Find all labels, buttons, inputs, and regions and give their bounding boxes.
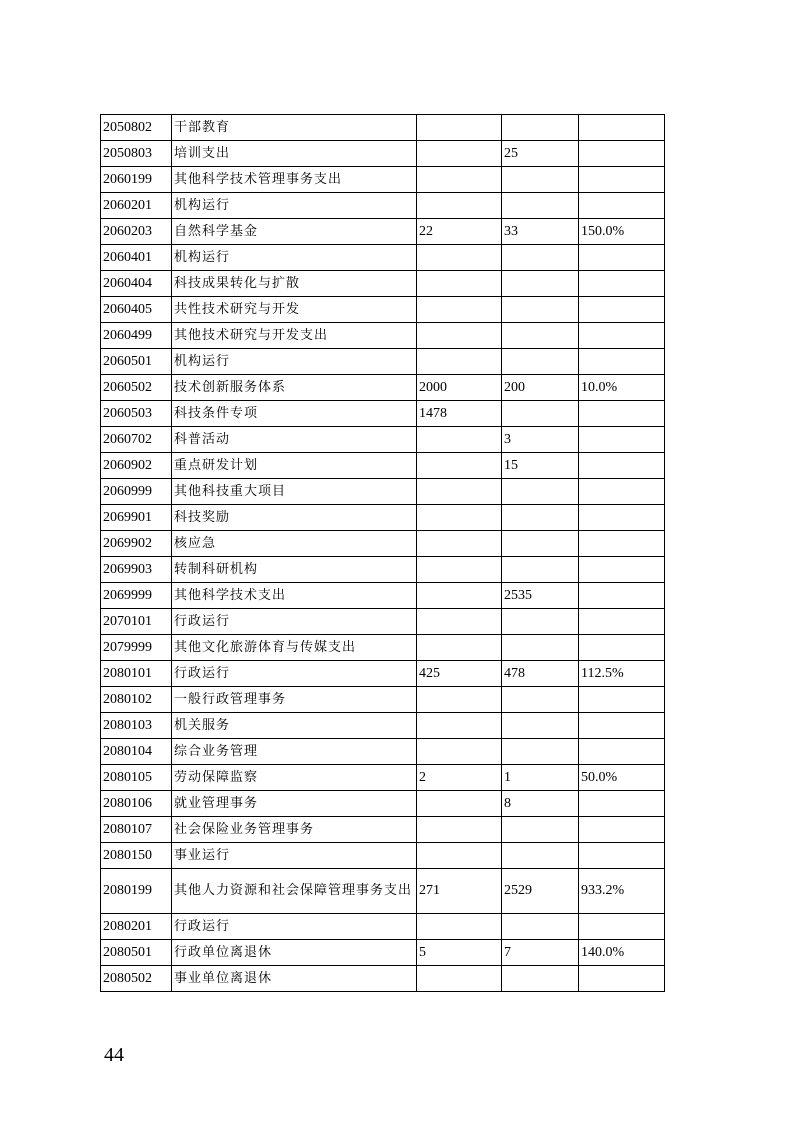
percent-cell [579, 687, 665, 713]
subject-code-cell: 2060201 [101, 193, 172, 219]
amount-a-cell [417, 635, 502, 661]
subject-code-cell: 2080501 [101, 940, 172, 966]
percent-cell [579, 739, 665, 765]
amount-b-cell [502, 817, 579, 843]
amount-b-cell: 25 [502, 141, 579, 167]
amount-b-cell: 2535 [502, 583, 579, 609]
subject-name-cell: 机构运行 [172, 245, 417, 271]
table-row [101, 115, 665, 141]
amount-a-cell [417, 557, 502, 583]
amount-b-cell [502, 739, 579, 765]
amount-a-cell: 425 [417, 661, 502, 687]
subject-name-cell: 技术创新服务体系 [172, 375, 417, 401]
amount-a-cell [417, 115, 502, 141]
subject-name-cell: 重点研发计划 [172, 453, 417, 479]
table-row [101, 940, 665, 966]
amount-a-cell [417, 739, 502, 765]
subject-name-cell: 科普活动 [172, 427, 417, 453]
subject-name-cell: 共性技术研究与开发 [172, 297, 417, 323]
subject-code-cell: 2080102 [101, 687, 172, 713]
amount-a-cell: 271 [417, 869, 502, 914]
amount-b-cell [502, 401, 579, 427]
table-row [101, 505, 665, 531]
table-row [101, 609, 665, 635]
percent-cell [579, 453, 665, 479]
amount-b-cell: 478 [502, 661, 579, 687]
subject-code-cell: 2050802 [101, 115, 172, 141]
table-row [101, 765, 665, 791]
amount-b-cell [502, 323, 579, 349]
amount-a-cell [417, 531, 502, 557]
subject-name-cell: 事业运行 [172, 843, 417, 869]
table-row [101, 843, 665, 869]
percent-cell [579, 817, 665, 843]
table-row [101, 297, 665, 323]
subject-code-cell: 2060401 [101, 245, 172, 271]
subject-name-cell: 行政运行 [172, 914, 417, 940]
table-row [101, 193, 665, 219]
amount-a-cell [417, 791, 502, 817]
percent-cell: 933.2% [579, 869, 665, 914]
subject-name-cell: 其他技术研究与开发支出 [172, 323, 417, 349]
percent-cell [579, 167, 665, 193]
subject-name-cell: 核应急 [172, 531, 417, 557]
subject-name-cell: 其他科学技术支出 [172, 583, 417, 609]
percent-cell: 50.0% [579, 765, 665, 791]
amount-b-cell [502, 531, 579, 557]
amount-a-cell [417, 245, 502, 271]
amount-a-cell: 5 [417, 940, 502, 966]
subject-name-cell: 社会保险业务管理事务 [172, 817, 417, 843]
table-row [101, 401, 665, 427]
subject-name-cell: 行政运行 [172, 609, 417, 635]
budget-table [100, 114, 665, 992]
table-row [101, 869, 665, 914]
subject-name-cell: 培训支出 [172, 141, 417, 167]
table-row [101, 245, 665, 271]
amount-b-cell: 8 [502, 791, 579, 817]
amount-a-cell: 22 [417, 219, 502, 245]
subject-code-cell: 2060501 [101, 349, 172, 375]
percent-cell [579, 531, 665, 557]
percent-cell [579, 401, 665, 427]
amount-b-cell: 33 [502, 219, 579, 245]
subject-name-cell: 就业管理事务 [172, 791, 417, 817]
amount-b-cell [502, 245, 579, 271]
subject-code-cell: 2060404 [101, 271, 172, 297]
amount-b-cell [502, 966, 579, 992]
amount-b-cell [502, 914, 579, 940]
table-row [101, 635, 665, 661]
table-row [101, 167, 665, 193]
amount-b-cell: 2529 [502, 869, 579, 914]
percent-cell [579, 193, 665, 219]
percent-cell [579, 966, 665, 992]
percent-cell [579, 791, 665, 817]
table-row [101, 141, 665, 167]
amount-b-cell [502, 843, 579, 869]
amount-a-cell [417, 914, 502, 940]
subject-name-cell: 行政运行 [172, 661, 417, 687]
subject-code-cell: 2060499 [101, 323, 172, 349]
percent-cell [579, 557, 665, 583]
amount-a-cell [417, 141, 502, 167]
table-row [101, 323, 665, 349]
amount-a-cell [417, 453, 502, 479]
subject-code-cell: 2080101 [101, 661, 172, 687]
amount-b-cell: 15 [502, 453, 579, 479]
percent-cell [579, 609, 665, 635]
amount-a-cell [417, 687, 502, 713]
amount-b-cell [502, 193, 579, 219]
subject-name-cell: 其他文化旅游体育与传媒支出 [172, 635, 417, 661]
amount-b-cell: 3 [502, 427, 579, 453]
amount-a-cell [417, 193, 502, 219]
percent-cell [579, 635, 665, 661]
amount-b-cell [502, 271, 579, 297]
subject-name-cell: 转制科研机构 [172, 557, 417, 583]
percent-cell [579, 323, 665, 349]
percent-cell: 150.0% [579, 219, 665, 245]
percent-cell [579, 843, 665, 869]
amount-a-cell [417, 271, 502, 297]
subject-code-cell: 2069999 [101, 583, 172, 609]
percent-cell: 10.0% [579, 375, 665, 401]
subject-code-cell: 2060405 [101, 297, 172, 323]
subject-code-cell: 2069901 [101, 505, 172, 531]
subject-code-cell: 2080105 [101, 765, 172, 791]
subject-code-cell: 2070101 [101, 609, 172, 635]
percent-cell [579, 505, 665, 531]
subject-code-cell: 2060503 [101, 401, 172, 427]
table-row [101, 557, 665, 583]
subject-code-cell: 2069902 [101, 531, 172, 557]
table-row [101, 791, 665, 817]
table-row [101, 817, 665, 843]
amount-b-cell [502, 479, 579, 505]
subject-code-cell: 2060502 [101, 375, 172, 401]
amount-b-cell: 1 [502, 765, 579, 791]
subject-name-cell: 机关服务 [172, 713, 417, 739]
percent-cell [579, 245, 665, 271]
amount-a-cell [417, 966, 502, 992]
amount-a-cell [417, 297, 502, 323]
percent-cell [579, 479, 665, 505]
amount-b-cell [502, 115, 579, 141]
subject-name-cell: 干部教育 [172, 115, 417, 141]
subject-code-cell: 2060999 [101, 479, 172, 505]
amount-a-cell [417, 609, 502, 635]
subject-code-cell: 2079999 [101, 635, 172, 661]
table-row [101, 713, 665, 739]
subject-name-cell: 事业单位离退休 [172, 966, 417, 992]
subject-code-cell: 2080502 [101, 966, 172, 992]
amount-b-cell [502, 167, 579, 193]
amount-b-cell: 200 [502, 375, 579, 401]
amount-b-cell [502, 609, 579, 635]
table-row [101, 453, 665, 479]
percent-cell [579, 349, 665, 375]
amount-b-cell [502, 557, 579, 583]
subject-code-cell: 2080104 [101, 739, 172, 765]
table-row [101, 427, 665, 453]
amount-b-cell [502, 713, 579, 739]
percent-cell: 140.0% [579, 940, 665, 966]
subject-code-cell: 2080107 [101, 817, 172, 843]
table-row [101, 739, 665, 765]
subject-name-cell: 其他人力资源和社会保障管理事务支出 [172, 869, 417, 914]
table-row [101, 479, 665, 505]
amount-a-cell [417, 817, 502, 843]
subject-name-cell: 自然科学基金 [172, 219, 417, 245]
subject-code-cell: 2060199 [101, 167, 172, 193]
subject-code-cell: 2080106 [101, 791, 172, 817]
subject-code-cell: 2069903 [101, 557, 172, 583]
percent-cell [579, 914, 665, 940]
amount-b-cell [502, 505, 579, 531]
subject-name-cell: 其他科学技术管理事务支出 [172, 167, 417, 193]
percent-cell [579, 115, 665, 141]
table-row [101, 583, 665, 609]
subject-code-cell: 2080201 [101, 914, 172, 940]
percent-cell [579, 713, 665, 739]
subject-name-cell: 劳动保障监察 [172, 765, 417, 791]
subject-code-cell: 2050803 [101, 141, 172, 167]
page-number: 44 [104, 1044, 124, 1066]
subject-name-cell: 一般行政管理事务 [172, 687, 417, 713]
subject-name-cell: 机构运行 [172, 193, 417, 219]
table-row [101, 349, 665, 375]
amount-b-cell: 7 [502, 940, 579, 966]
table-row [101, 966, 665, 992]
amount-a-cell [417, 713, 502, 739]
amount-a-cell [417, 427, 502, 453]
table-row [101, 271, 665, 297]
amount-a-cell [417, 505, 502, 531]
table-body [101, 115, 665, 992]
subject-code-cell: 2060203 [101, 219, 172, 245]
percent-cell: 112.5% [579, 661, 665, 687]
amount-a-cell [417, 167, 502, 193]
amount-b-cell [502, 349, 579, 375]
table-row [101, 687, 665, 713]
amount-a-cell: 2000 [417, 375, 502, 401]
percent-cell [579, 141, 665, 167]
amount-a-cell [417, 349, 502, 375]
table-row [101, 914, 665, 940]
amount-a-cell [417, 479, 502, 505]
amount-a-cell [417, 323, 502, 349]
amount-b-cell [502, 297, 579, 323]
table-row [101, 531, 665, 557]
subject-name-cell: 科技成果转化与扩散 [172, 271, 417, 297]
amount-b-cell [502, 687, 579, 713]
table-row [101, 661, 665, 687]
table-row [101, 219, 665, 245]
percent-cell [579, 583, 665, 609]
subject-code-cell: 2060902 [101, 453, 172, 479]
amount-a-cell: 2 [417, 765, 502, 791]
subject-name-cell: 行政单位离退休 [172, 940, 417, 966]
subject-code-cell: 2080199 [101, 869, 172, 914]
amount-a-cell [417, 583, 502, 609]
subject-name-cell: 综合业务管理 [172, 739, 417, 765]
amount-b-cell [502, 635, 579, 661]
subject-code-cell: 2060702 [101, 427, 172, 453]
percent-cell [579, 427, 665, 453]
table-row [101, 375, 665, 401]
subject-name-cell: 机构运行 [172, 349, 417, 375]
subject-name-cell: 其他科技重大项目 [172, 479, 417, 505]
subject-name-cell: 科技奖励 [172, 505, 417, 531]
percent-cell [579, 297, 665, 323]
percent-cell [579, 271, 665, 297]
amount-a-cell: 1478 [417, 401, 502, 427]
subject-code-cell: 2080103 [101, 713, 172, 739]
subject-name-cell: 科技条件专项 [172, 401, 417, 427]
subject-code-cell: 2080150 [101, 843, 172, 869]
amount-a-cell [417, 843, 502, 869]
